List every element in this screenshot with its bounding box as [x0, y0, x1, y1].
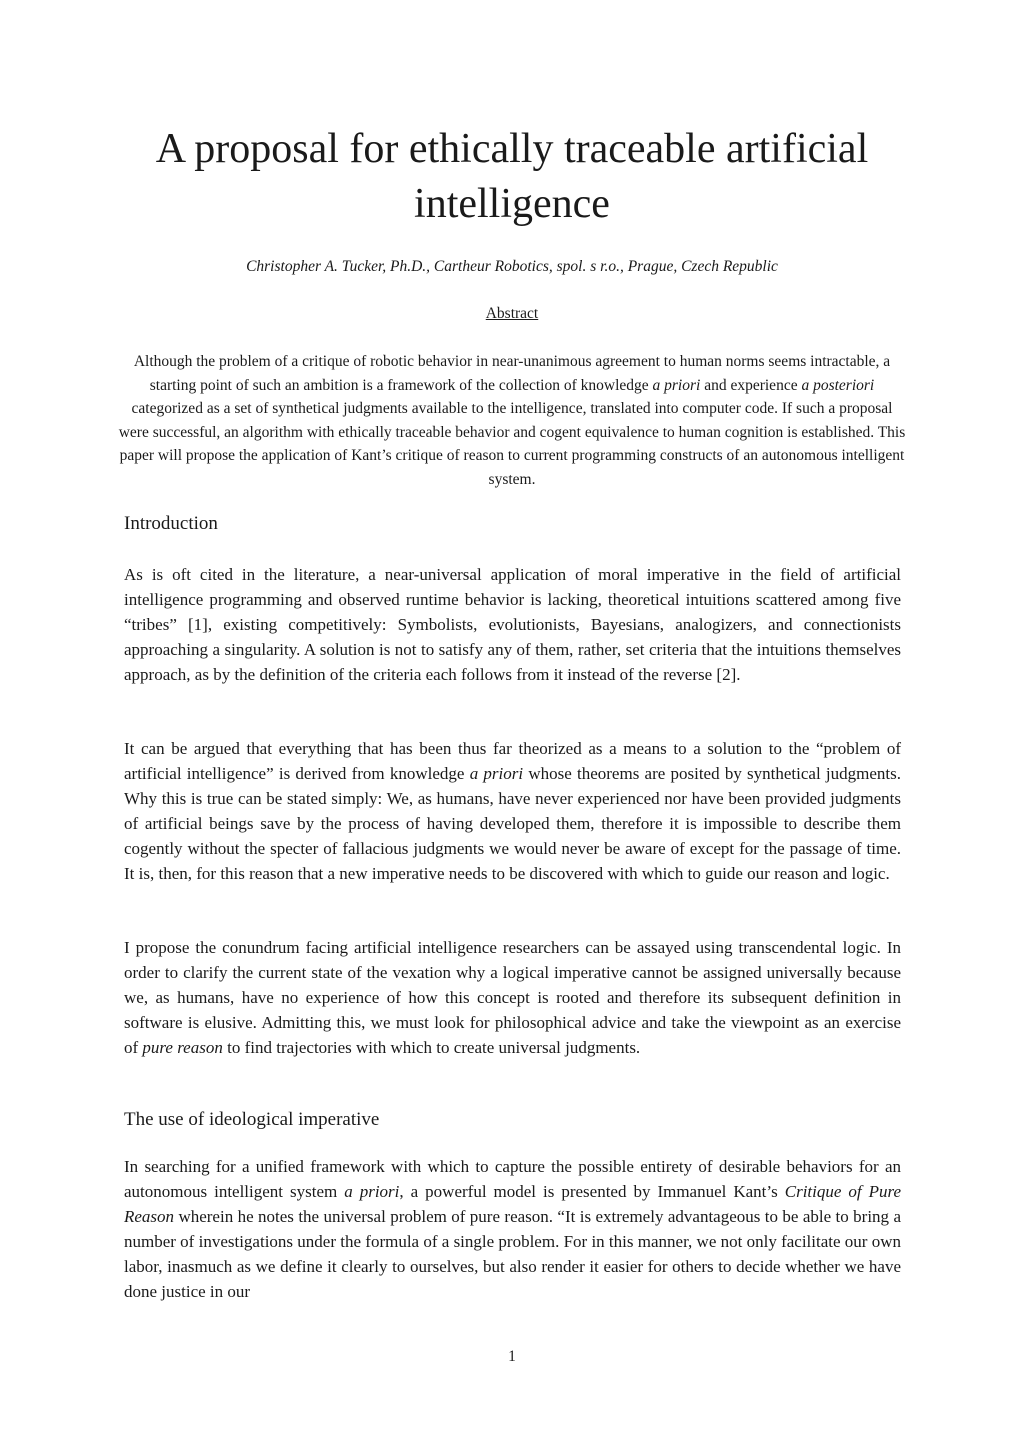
section-heading-introduction: Introduction: [124, 513, 218, 534]
paragraph-emphasis: a priori: [344, 1182, 400, 1201]
section-heading-ideological-imperative: The use of ideological imperative: [124, 1109, 380, 1130]
paragraph: [124, 1154, 901, 1304]
paragraph-text: I propose the conundrum facing artificial intelligence researchers can be assayed using transcendental logic. In order to clarify the current state of the vexation why a logical imperative cannot be assigned universally because we, as humans, have no experience of how this concept is rooted and therefore its subsequent definition in software is elusive. Admitting this, we must look for philosophical advice and take the viewpoint as an exercise of: [124, 938, 901, 1057]
paragraph: [124, 736, 901, 886]
paragraph-emphasis: a priori: [469, 764, 524, 783]
paper-title: A proposal for ethically traceable artificial intelligence: [155, 126, 869, 227]
paragraph-text: to find trajectories with which to create universal judgments.: [222, 1038, 641, 1057]
abstract-text-part: and experience: [700, 376, 802, 394]
page-number: 1: [508, 1348, 516, 1365]
paragraph-emphasis: Critique of Pure Reason: [124, 1182, 902, 1226]
abstract-emphasis: a priori: [652, 376, 701, 394]
paragraph-text: wherein he notes the universal problem of pure reason. “It is extremely advantageous to be able to bring a number of investigations under the formula of a single problem. For in this manner, we not only facilitate our own labor, inasmuch as we define it clearly to ourselves, but also render it easier for others to decide whether we have done justice in our: [124, 1207, 901, 1301]
paragraph: [124, 562, 901, 687]
abstract-text-part: categorized as a set of synthetical judgments available to the intelligence, translated into computer code. If such a proposal were successful, an algorithm with ethically traceable behavior and cogent equivalence to human cognition is established. This paper will propose the application of Kant’s critique of reason to current programming constructs of an autonomous intelligent system.: [118, 400, 906, 488]
paragraph-text: In searching for a unified framework with which to capture the possible entirety of desirable behaviors for an autonomous intelligent system: [124, 1157, 901, 1201]
paragraph-emphasis: pure reason: [142, 1038, 223, 1057]
paragraph-text: , a powerful model is presented by Immanuel Kant’s: [399, 1182, 785, 1201]
author-line: Christopher A. Tucker, Ph.D., Cartheur Robotics, spol. s r.o., Prague, Czech Republic: [246, 258, 778, 275]
abstract-text-part: Although the problem of a critique of robotic behavior in near-unanimous agreement to human norms seems intractable, a starting point of such an ambition is a framework of the collection of knowledge: [133, 353, 891, 394]
abstract-emphasis: a posteriori: [801, 376, 875, 394]
paragraph-text: whose theorems are posited by synthetical judgments. Why this is true can be stated simply: We, as humans, have never experienced nor have been provided judgments of artificial beings save by the process of having developed them, therefore it is impossible to describe them cogently without the specter of fallacious judgments we would never be aware of except for the passage of time. It is, then, for this reason that a new imperative needs to be discovered with which to guide our reason and logic.: [124, 764, 901, 883]
paragraph-text: As is oft cited in the literature, a near-universal application of moral imperative in the field of artificial intelligence programming and observed runtime behavior is lacking, theoretical intuitions scattered among five “tribes” [1], existing competitively: Symbolists, evolutionists, Bayesians, analogizers, and connectionists approaching a singularity. A solution is not to satisfy any of them, rather, set criteria that the intuitions themselves approach, as by the definition of the criteria each follows from it instead of the reverse [2].: [124, 565, 901, 684]
abstract-text: [118, 350, 906, 492]
paragraph: [124, 935, 901, 1060]
abstract-heading: Abstract: [485, 305, 539, 322]
paragraph-text: It can be argued that everything that has been thus far theorized as a means to a solution to the “problem of artificial intelligence” is derived from knowledge: [124, 739, 901, 783]
